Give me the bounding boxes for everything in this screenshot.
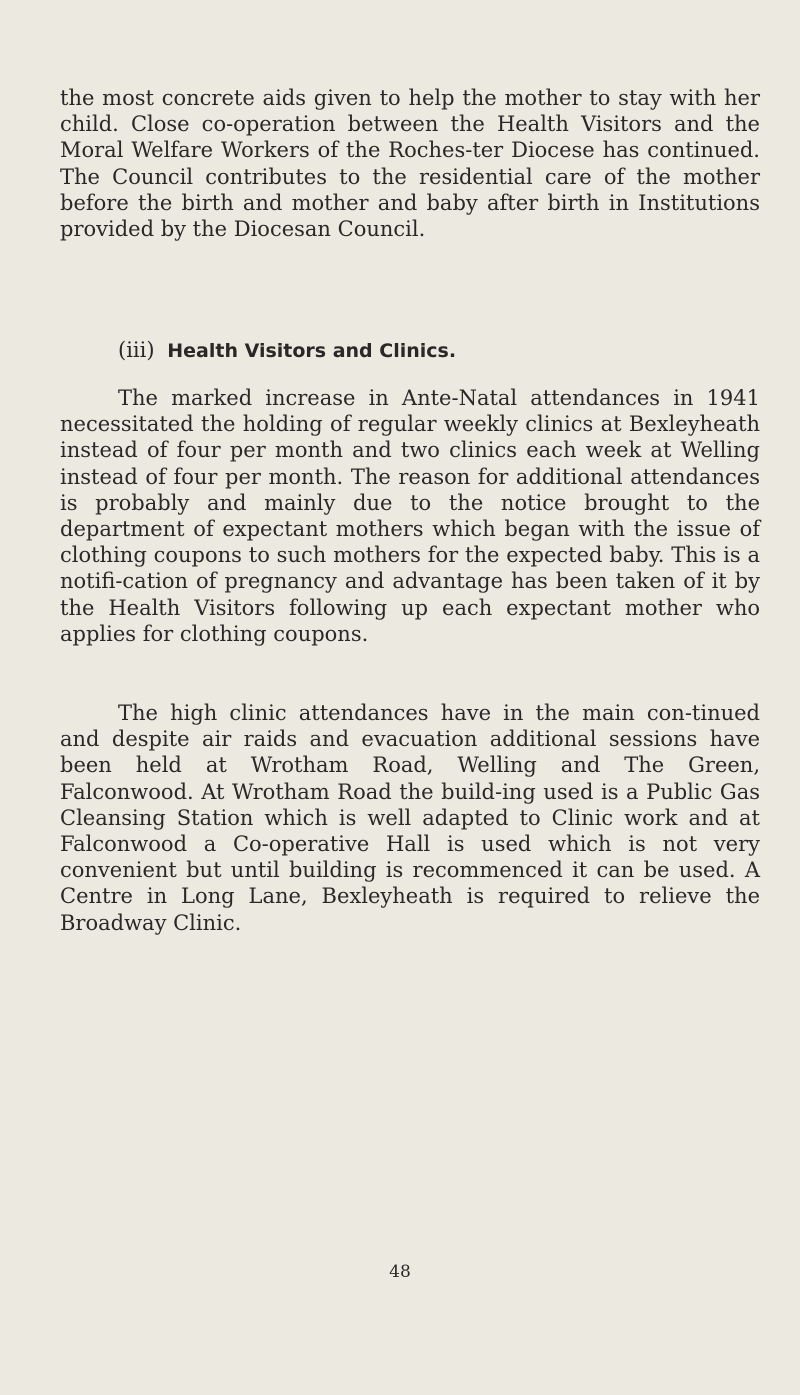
paragraph-continuation: the most concrete aids given to help the mother to stay with her child. Close co-operation between the Health Visitors and the Moral Welfare Workers of the Roches-ter Diocese has continued. The Council contributes to the residential care of the mother before the birth and mother and baby after birth in Institutions provided by the Diocesan Council. xyxy=(60,86,760,242)
paragraph-ante-natal: The marked increase in Ante-Natal attendances in 1941 necessitated the holding of regular weekly clinics at Bexleyheath instead of four per month and two clinics each week at Welling instead of four per month. The reason for additional attendances is probably and mainly due to the notice brought to the department of expectant mothers which began with the issue of clothing coupons to such mothers for the expected baby. This is a notifi-cation of pregnancy and advantage has been taken of it by the Health Visitors following up each expectant mother who applies for clothing coupons. xyxy=(60,386,760,646)
section-number: (iii) xyxy=(118,338,155,362)
page-number: 48 xyxy=(389,1262,411,1282)
paragraph-clinic-attendances: The high clinic attendances have in the main con-tinued and despite air raids and evacuation additional sessions have been held at Wrotham Road, Welling and The Green, Falconwood. At Wrotham Road the build-ing used is a Public Gas Cleansing Station which is well adapted to Clinic work and at Falconwood a Co-operative Hall is used which is not very convenient but until building is recommenced it can be used. A Centre in Long Lane, Bexleyheath is required to relieve the Broadway Clinic. xyxy=(60,701,760,935)
section-heading xyxy=(118,337,456,364)
section-title: Health Visitors and Clinics. xyxy=(167,340,457,362)
